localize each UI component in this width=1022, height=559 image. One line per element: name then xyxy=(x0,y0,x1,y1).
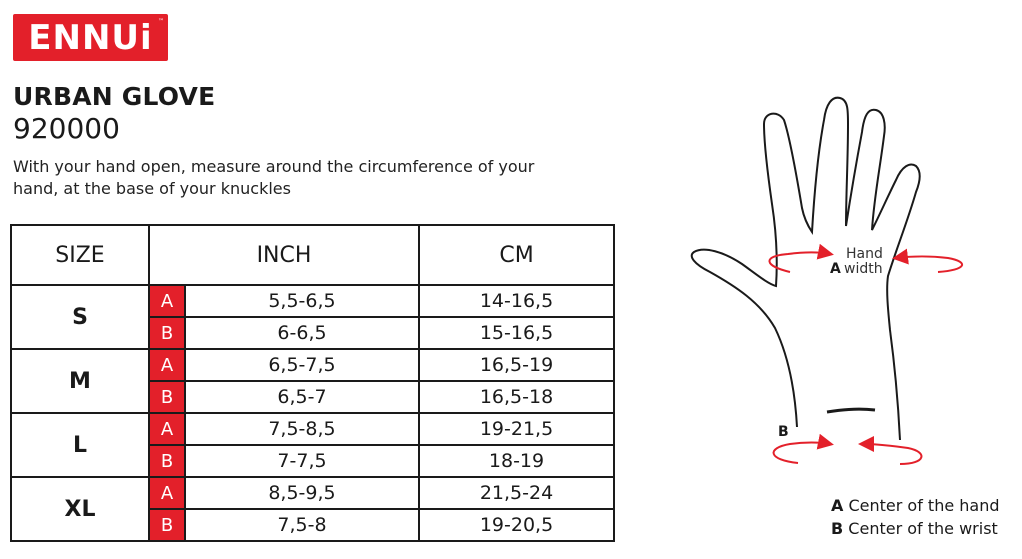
inch-value: 7-7,5 xyxy=(185,445,419,477)
hand-width-arrow-right xyxy=(896,257,962,273)
table-row xyxy=(11,413,614,445)
cm-value: 19-20,5 xyxy=(419,509,614,541)
inch-value: 5,5-6,5 xyxy=(185,285,419,317)
product-code: 920000 xyxy=(13,112,120,145)
trademark-mark: ™ xyxy=(158,18,164,25)
legend-text-b: Center of the wrist xyxy=(848,519,998,538)
inch-value: 6,5-7,5 xyxy=(185,349,419,381)
cm-value: 14-16,5 xyxy=(419,285,614,317)
table-row xyxy=(11,349,614,381)
hand-measurement-diagram xyxy=(680,80,1010,480)
size-label: L xyxy=(11,413,149,477)
hand-label-line2: width xyxy=(844,261,883,277)
measure-instructions: With your hand open, measure around the circumference of your hand, at the base of your knuckles xyxy=(13,157,535,198)
header-size: SIZE xyxy=(11,225,149,285)
row-marker-b: B xyxy=(149,381,185,413)
legend-item-b xyxy=(831,517,1000,540)
row-marker-a: A xyxy=(149,285,185,317)
hand-outline xyxy=(692,98,920,440)
palm-crease xyxy=(827,409,875,412)
legend-item-a xyxy=(831,494,1000,517)
product-title: URBAN GLOVE xyxy=(13,82,216,111)
brand-logo xyxy=(13,14,168,61)
row-marker-a: A xyxy=(149,477,185,509)
cm-value: 16,5-18 xyxy=(419,381,614,413)
measurement-legend xyxy=(831,494,1000,540)
table-header-row xyxy=(11,225,614,285)
size-label: XL xyxy=(11,477,149,541)
legend-letter-b: B xyxy=(831,519,844,538)
inch-value: 8,5-9,5 xyxy=(185,477,419,509)
inch-value: 6-6,5 xyxy=(185,317,419,349)
cm-value: 18-19 xyxy=(419,445,614,477)
header-inch: INCH xyxy=(149,225,419,285)
inch-value: 7,5-8 xyxy=(185,509,419,541)
cm-value: 19-21,5 xyxy=(419,413,614,445)
row-marker-b: B xyxy=(149,317,185,349)
hand-width-arrow-left xyxy=(769,253,830,273)
row-marker-a: A xyxy=(149,349,185,381)
table-row xyxy=(11,477,614,509)
cm-value: 16,5-19 xyxy=(419,349,614,381)
wrist-arrow-right xyxy=(862,444,921,464)
row-marker-b: B xyxy=(149,509,185,541)
row-marker-b: B xyxy=(149,445,185,477)
hand-label-line1: Hand xyxy=(846,246,883,262)
legend-letter-a: A xyxy=(831,496,844,515)
wrist-label-letter-b: B xyxy=(778,424,789,440)
wrist-arrow-left xyxy=(774,443,830,464)
header-cm: CM xyxy=(419,225,614,285)
inch-value: 7,5-8,5 xyxy=(185,413,419,445)
size-label: M xyxy=(11,349,149,413)
table-row xyxy=(11,285,614,317)
size-chart-table xyxy=(10,224,615,542)
cm-value: 21,5-24 xyxy=(419,477,614,509)
hand-label-letter-a: A xyxy=(830,261,841,277)
cm-value: 15-16,5 xyxy=(419,317,614,349)
inch-value: 6,5-7 xyxy=(185,381,419,413)
row-marker-a: A xyxy=(149,413,185,445)
legend-text-a: Center of the hand xyxy=(848,496,1000,515)
size-label: S xyxy=(11,285,149,349)
logo-text: ENNUi xyxy=(28,17,153,58)
